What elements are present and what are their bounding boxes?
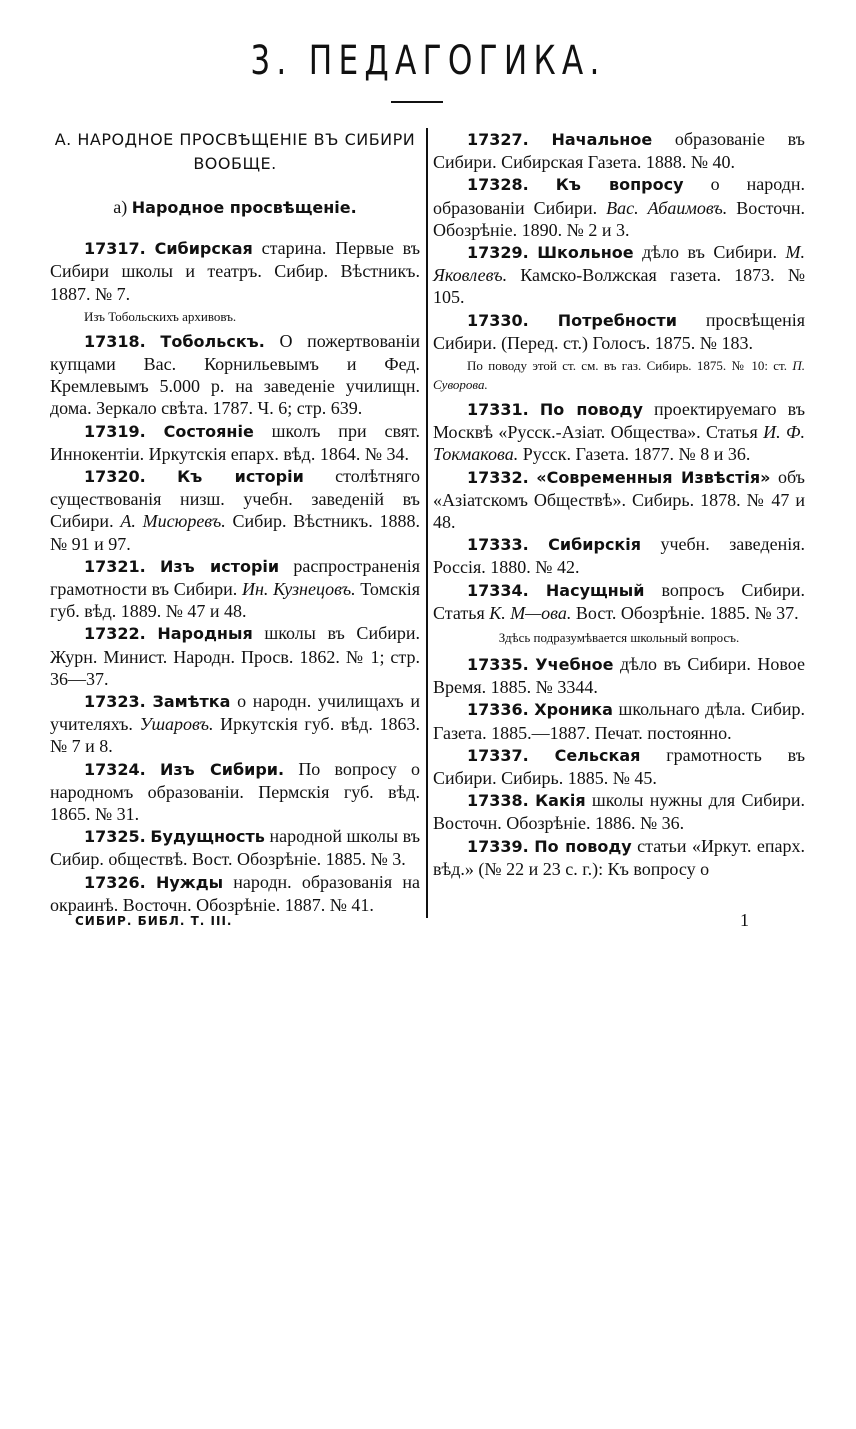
- entry-text: грамотность въ Сибири. Сибирь. 1885. № 45.: [433, 744, 805, 789]
- entry-keyword: По поводу: [534, 836, 632, 856]
- entry-note: [433, 628, 805, 647]
- entry-number: 17339.: [467, 836, 529, 856]
- entry-text: О пожертвованіи купцами Вас. Корнильевымъ и Фед. Кремлевымъ 5.000 р. на заведеніе училищн. дома. Зеркало свѣта. 1787. Ч. 6; стр. 639.: [50, 330, 420, 419]
- entry-keyword: Изъ исторіи: [159, 556, 280, 576]
- note-author: П. Суворова.: [433, 358, 805, 393]
- entry-note: [433, 356, 805, 394]
- entry-keyword: «Современныя Извѣстія»: [536, 467, 771, 487]
- entry-source: Русск. Газета. 1877. № 8 и 36.: [518, 444, 751, 465]
- subsection-prefix: а): [113, 197, 128, 217]
- bibliography-entry: [433, 744, 805, 789]
- note-text: Здѣсь подразумѣвается школьный вопросъ.: [498, 630, 740, 646]
- entry-text: объ «Азіатскомъ Обществѣ». Сибирь. 1878. № 47 и 48.: [433, 466, 805, 533]
- entry-note: [50, 307, 420, 326]
- entry-source: Иркутскія губ. вѣд. 1863. № 7 и 8.: [50, 714, 420, 757]
- entry-keyword: Учебное: [535, 655, 614, 675]
- bibliography-entry: [433, 579, 805, 624]
- left-entry-list: [50, 237, 420, 916]
- entry-text: По вопросу о народномъ образованіи. Пермскія губ. вѣд. 1865. № 31.: [50, 758, 420, 825]
- entry-author: М. Яковлевъ.: [433, 242, 805, 286]
- entry-text: народной школы въ Сибир. обществѣ. Вост. Обозрѣніе. 1885. № 3.: [50, 826, 420, 870]
- left-column: [50, 128, 420, 916]
- entry-keyword: Къ вопросу: [555, 175, 684, 195]
- entry-text: старина. Первые въ Сибири школы и театръ. Сибир. Вѣстникъ. 1887. № 7.: [50, 238, 421, 304]
- subsection-label: Народное просвѣщеніе.: [131, 198, 357, 217]
- entry-number: 17331.: [467, 400, 529, 420]
- bibliography-entry: [433, 241, 805, 309]
- bibliography-entry: [433, 698, 805, 743]
- entry-keyword: Нужды: [155, 872, 224, 892]
- entry-source: Камско-Волжская газета. 1873. № 105.: [433, 265, 805, 308]
- entry-number: 17337.: [467, 745, 529, 765]
- bibliography-entry: [433, 398, 805, 466]
- entry-number: 17319.: [84, 421, 146, 441]
- entry-text: вопросъ Сибири. Статья: [433, 579, 805, 623]
- entry-text: школы въ Сибири. Журн. Минист. Народн. Просв. 1862. № 1; стр. 36—37.: [50, 623, 420, 689]
- bibliography-entry: [433, 653, 805, 698]
- entry-number: 17334.: [467, 580, 529, 600]
- bibliography-entry: [50, 871, 420, 916]
- entry-keyword: Начальное: [551, 130, 653, 149]
- bibliography-entry: [50, 622, 420, 690]
- entry-number: 17326.: [84, 872, 146, 892]
- entry-author: А. Мисюревъ.: [120, 511, 226, 532]
- bibliography-entry: [50, 758, 420, 826]
- entry-number: 17330.: [467, 310, 529, 330]
- entry-author: Вас. Абаимовъ.: [606, 197, 728, 218]
- entry-keyword: Сельская: [554, 745, 641, 765]
- entry-text: о народн. образованіи Сибири.: [433, 174, 806, 218]
- entry-keyword: Потребности: [557, 310, 677, 330]
- entry-number: 17322.: [84, 624, 146, 644]
- bibliography-entry: [433, 173, 805, 241]
- entry-number: 17327.: [467, 130, 529, 149]
- entry-number: 17335.: [467, 655, 529, 675]
- title-rule: [391, 101, 443, 103]
- entry-keyword: Изъ Сибири.: [159, 759, 285, 779]
- entry-source: Сибир. Вѣстникъ. 1888. № 91 и 97.: [50, 511, 420, 554]
- bibliography-entry: [433, 466, 805, 534]
- entry-number: 17321.: [84, 556, 146, 576]
- entry-text: столѣтняго существованія низш. учебн. заведеній въ Сибири.: [50, 466, 421, 532]
- note-text: По поводу этой ст. см. въ газ. Сибирь. 1875. № 10: ст.: [467, 358, 793, 374]
- entry-author: Ин. Кузнецовъ.: [241, 579, 356, 600]
- bibliography-entry: [50, 825, 420, 870]
- bibliography-entry: [50, 690, 420, 758]
- bibliography-entry: [50, 555, 420, 623]
- entry-text: школы нужны для Сибири. Восточн. Обозрѣніе. 1886. № 36.: [433, 790, 806, 834]
- entry-text: статьи «Иркут. епарх. вѣд.» (№ 22 и 23 с. г.): Къ вопросу о: [433, 835, 806, 879]
- entry-keyword: Народныя: [157, 624, 253, 644]
- entry-number: 17320.: [84, 467, 146, 487]
- entry-keyword: Какія: [535, 791, 586, 811]
- entry-number: 17318.: [84, 331, 146, 351]
- bibliography-entry: [50, 330, 420, 420]
- entry-text: просвѣщенія Сибири. (Перед. ст.) Голосъ. 1875. № 183.: [433, 309, 806, 353]
- entry-author: Ушаровъ.: [139, 714, 214, 735]
- bibliography-entry: [50, 465, 420, 555]
- entry-number: 17329.: [467, 243, 529, 263]
- entry-number: 17317.: [84, 239, 146, 259]
- entry-source: Восточн. Обозрѣніе. 1890. № 2 и 3.: [433, 197, 806, 240]
- footer-sheet-number: 1: [740, 910, 749, 930]
- entry-text: народн. образованія на окраинѣ. Восточн. Обозрѣніе. 1887. № 41.: [50, 871, 421, 915]
- bibliography-entry: [433, 128, 805, 173]
- right-column: [433, 128, 805, 880]
- entry-keyword: Школьное: [537, 243, 634, 263]
- entry-text: о народн. училищахъ и учителяхъ.: [50, 691, 420, 735]
- entry-number: 17333.: [467, 535, 529, 555]
- entry-text: дѣло въ Сибири.: [633, 242, 786, 263]
- note-text: Изъ Тобольскихъ архивовъ.: [84, 308, 237, 324]
- entry-keyword: Насущный: [545, 580, 645, 600]
- entry-number: 17324.: [84, 759, 146, 779]
- entry-keyword: Сибирская: [154, 239, 253, 259]
- entry-number: 17328.: [467, 175, 529, 195]
- subsection-heading: [50, 196, 420, 219]
- entry-text: проектируемаго въ Москвѣ «Русск.-Азіат. Общества». Статья: [433, 399, 805, 443]
- entry-text: учебн. заведенія. Россія. 1880. № 42.: [433, 534, 805, 578]
- entry-text: распространенія грамотности въ Сибири.: [50, 555, 420, 600]
- entry-author: К. М—ова.: [489, 602, 572, 623]
- entry-keyword: По поводу: [539, 400, 643, 420]
- bibliography-entry: [50, 420, 420, 465]
- entry-number: 17338.: [467, 791, 529, 811]
- entry-author: И. Ф. Токмакова.: [433, 422, 805, 465]
- entry-keyword: Состояніе: [163, 421, 254, 441]
- entry-keyword: Хроника: [534, 700, 613, 720]
- right-entry-list: [433, 128, 805, 880]
- bibliography-entry: [433, 533, 805, 578]
- entry-text: школьнаго дѣла. Сибир. Газета. 1885.—1887. Печат. постоянно.: [433, 699, 805, 743]
- entry-source: Вост. Обозрѣніе. 1885. № 37.: [571, 602, 799, 623]
- bibliography-entry: [433, 789, 805, 834]
- entry-keyword: Будущность: [150, 827, 265, 847]
- entry-source: Томскія губ. вѣд. 1889. № 47 и 48.: [50, 579, 420, 622]
- entry-number: 17332.: [467, 467, 529, 487]
- bibliography-entry: [433, 835, 805, 880]
- entry-text: дѣло въ Сибири. Новое Время. 1885. № 3344.: [433, 654, 805, 698]
- entry-number: 17325.: [84, 827, 146, 847]
- footer-signature: СИБИР. БИБЛ. Т. III.: [75, 914, 233, 928]
- entry-keyword: Сибирскія: [548, 535, 642, 555]
- entry-keyword: Тобольскъ.: [160, 331, 265, 351]
- entry-keyword: Къ исторіи: [177, 467, 304, 487]
- entry-number: 17323.: [84, 692, 146, 712]
- entry-keyword: Замѣтка: [152, 692, 231, 712]
- entry-number: 17336.: [467, 700, 529, 720]
- column-divider: [426, 128, 428, 918]
- section-heading: А. НАРОДНОЕ ПРОСВѢЩЕНІЕ ВЪ СИБИРИ ВООБЩЕ.: [54, 130, 416, 173]
- page-title: 3. ПЕДАГОГИКА.: [250, 38, 606, 84]
- bibliography-entry: [50, 237, 420, 305]
- bibliography-entry: [433, 309, 805, 354]
- entry-text: школъ при свят. Иннокентіи. Иркутскія епарх. вѣд. 1864. № 34.: [50, 420, 420, 464]
- entry-text: образованіе въ Сибири. Сибирская Газета. 1888. № 40.: [433, 129, 805, 173]
